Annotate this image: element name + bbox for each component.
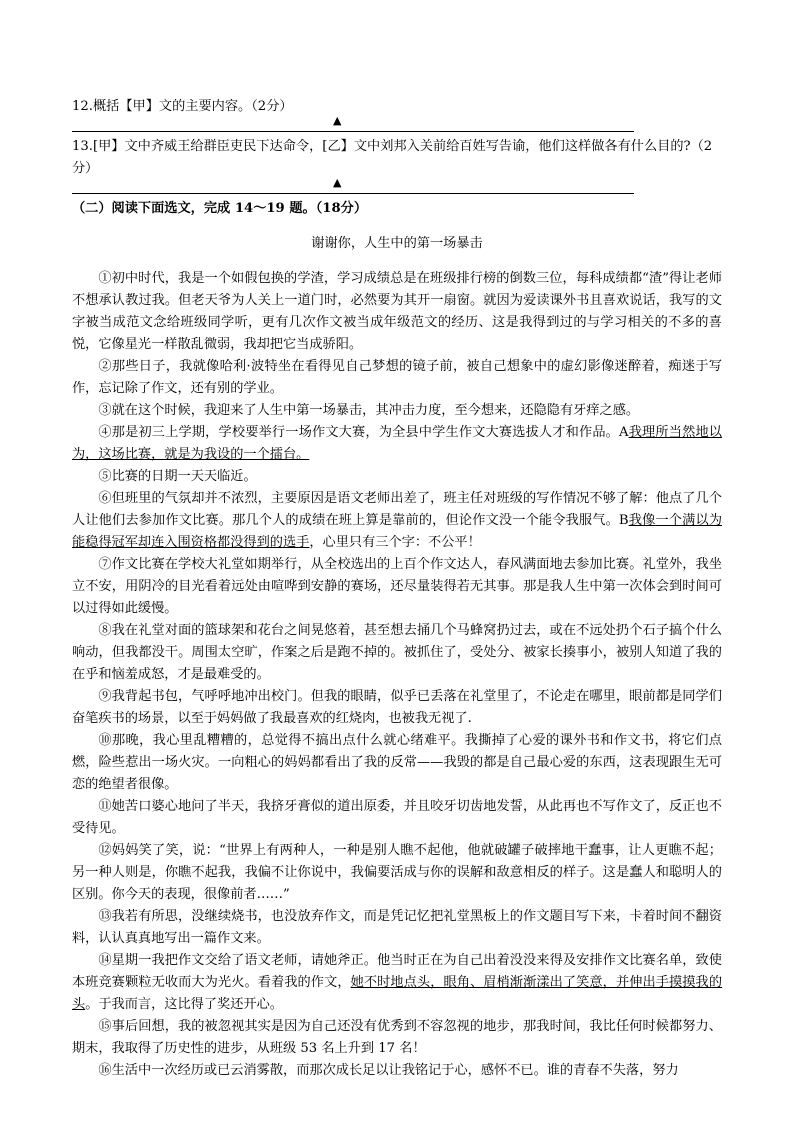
answer-line-13[interactable] xyxy=(72,176,634,194)
article-title: 谢谢你，人生中的第一场暴击 xyxy=(311,236,483,252)
paragraph-4-text: ④那是初三上学期，学校要举行一场作文大赛，为全县中学生作文大赛选拔人才和作品。A xyxy=(98,425,629,441)
paragraph-14-tail: 。于我而言，这比得了奖还开心。 xyxy=(85,997,283,1013)
answer-triangle-icon: ▲ xyxy=(333,114,342,127)
paragraph-15: ⑮事后回想，我的被忽视其实是因为自己还没有优秀到不容忽视的地步，那我时间，我比任何时候都努力、期末，我取得了历史性的进步，从班级 53 名上升到 17 名！ xyxy=(72,1019,722,1057)
underlined-sentence-b: 我像一个满以为能稳得冠军却连入围资格都没得到的选手 xyxy=(72,513,723,551)
paragraph-14-text: ⑭星期一我把作文交给了语文老师，请她斧正。他当时正在为自己出着没没来得及安排作文比赛名单，致使本班竞赛颗粒无收而大为光火。看着我的作文， xyxy=(72,953,722,991)
paragraph-12: ⑫妈妈笑了笑，说：“世界上有两种人，一种是别人瞧不起他，他就破罐子破摔地干蠢事，让人更瞧不起；另一种人则是，你瞧不起我，我偏不让你说中，我偏要活成与你的误解和敌意相反的样子。这是蠢人和聪明人的区别。你今天的表现，很像前者……” xyxy=(72,843,722,903)
paragraph-16: ⑯生活中一次经历或已云消雾散，而那次成长足以让我铭记于心，感怀不已。谁的青春不失落，努力 xyxy=(98,1063,679,1079)
section-heading: （二）阅读下面选文，完成 14～19 题。（18分） xyxy=(72,201,368,216)
paragraph-2: ②那些日子，我就像哈利·波特坐在看得见自己梦想的镜子前，被自己想象中的虚幻影像迷醉着，痴迷于写作，忘记除了作文，还有别的学业。 xyxy=(72,359,722,397)
paragraph-1: ①初中时代，我是一个如假包换的学渣，学习成绩总是在班级排行榜的倒数三位，每科成绩都“渣”得让老师不想承认教过我。但老天爷为人关上一道门时，必然要为其开一扇窗。就因为爱读课外书且喜欢说话，我写的文字被当成范文念给班级同学听，更有几次作文被当成年级范文的经历、这是我得到过的与学习相关的不多的喜悦，它像星光一样散乱微弱，我却把它当成骄阳。 xyxy=(72,271,722,353)
paragraph-9: ⑨我背起书包，气呼呼地冲出校门。但我的眼睛，似乎已丢落在礼堂里了，不论走在哪里，眼前都是同学们奋笔疾书的场景，以至于妈妈做了我最喜欢的红烧肉，也被我无视了. xyxy=(72,689,722,727)
paragraph-6-tail: ，心里只有三个字：不公平！ xyxy=(309,535,481,551)
exam-page xyxy=(72,96,722,1082)
paragraph-7: ⑦作文比赛在学校大礼堂如期举行，从全校选出的上百个作文达人，春风满面地去参加比赛。礼堂外，我坐立不安，用阴冷的目光看着远处由喧哗到安静的赛场，还尽量装得若无其事。那是我人生中第一次体会到时间可以过得如此缓慢。 xyxy=(72,557,722,617)
underlined-sentence-c: 她不时地点头，眼角、眉梢渐渐漾出了笑意，并伸出手摸摸我的头 xyxy=(72,975,723,1013)
paragraph-8: ⑧我在礼堂对面的篮球架和花台之间晃悠着，甚至想去捅几个马蜂窝扔过去，或在不远处扔个石子搞个什么响动，但我都没干。周围太空旷，作案之后是跑不掉的。被抓住了，受处分、被家长揍事小，被别人知道了我的在乎和恼羞成怒，才是最难受的。 xyxy=(72,623,722,683)
paragraph-10: ⑩那晚，我心里乱糟糟的，总觉得不搞出点什么就心绪难平。我撕掉了心爱的课外书和作文书，将它们点燃，险些惹出一场火灾。一向粗心的妈妈都看出了我的反常——我毁的都是自己最心爱的东西，这表现跟生无可恋的绝望者很像。 xyxy=(72,733,722,793)
paragraph-13: ⑬我若有所思，没继续烧书，也没放弃作文，而是凭记忆把礼堂黑板上的作文题目写下来，卡着时间不翻资料，认认真真地写出一篇作文来。 xyxy=(72,909,722,947)
answer-line-12[interactable] xyxy=(72,114,634,132)
paragraph-3: ③就在这个时候，我迎来了人生中第一场暴击，其冲击力度，至今想来，还隐隐有牙痒之感。 xyxy=(98,403,640,419)
paragraph-6-text: ⑥但班里的气氛却并不浓烈，主要原因是语文老师出差了，班主任对班级的写作情况不够了解：他点了几个人让他们去参加作文比赛。那几个人的成绩在班上算是靠前的，但论作文没一个能令我服气。B xyxy=(72,491,722,529)
question-12: 12.概括【甲】文的主要内容。（2分） xyxy=(72,99,293,114)
answer-triangle-icon: ▲ xyxy=(333,176,342,189)
underlined-sentence-a: 我理所当然地以为，这场比赛，就是为我设的一个擂台。 xyxy=(72,425,722,463)
paragraph-11: ⑪她苦口婆心地问了半天，我挤牙膏似的道出原委，并且咬牙切齿地发誓，从此再也不写作文了，反正也不受待见。 xyxy=(72,799,722,837)
paragraph-5: ⑤比赛的日期一天天临近。 xyxy=(98,469,257,485)
paragraph-4 xyxy=(72,422,722,466)
paragraph-6 xyxy=(72,488,722,554)
question-13: 13.[甲】文中齐威王给群臣吏民下达命令，[乙】文中刘邦入关前给百姓写告谕，他们这样做各有什么目的?（2分） xyxy=(72,139,713,176)
paragraph-14 xyxy=(72,950,722,1016)
